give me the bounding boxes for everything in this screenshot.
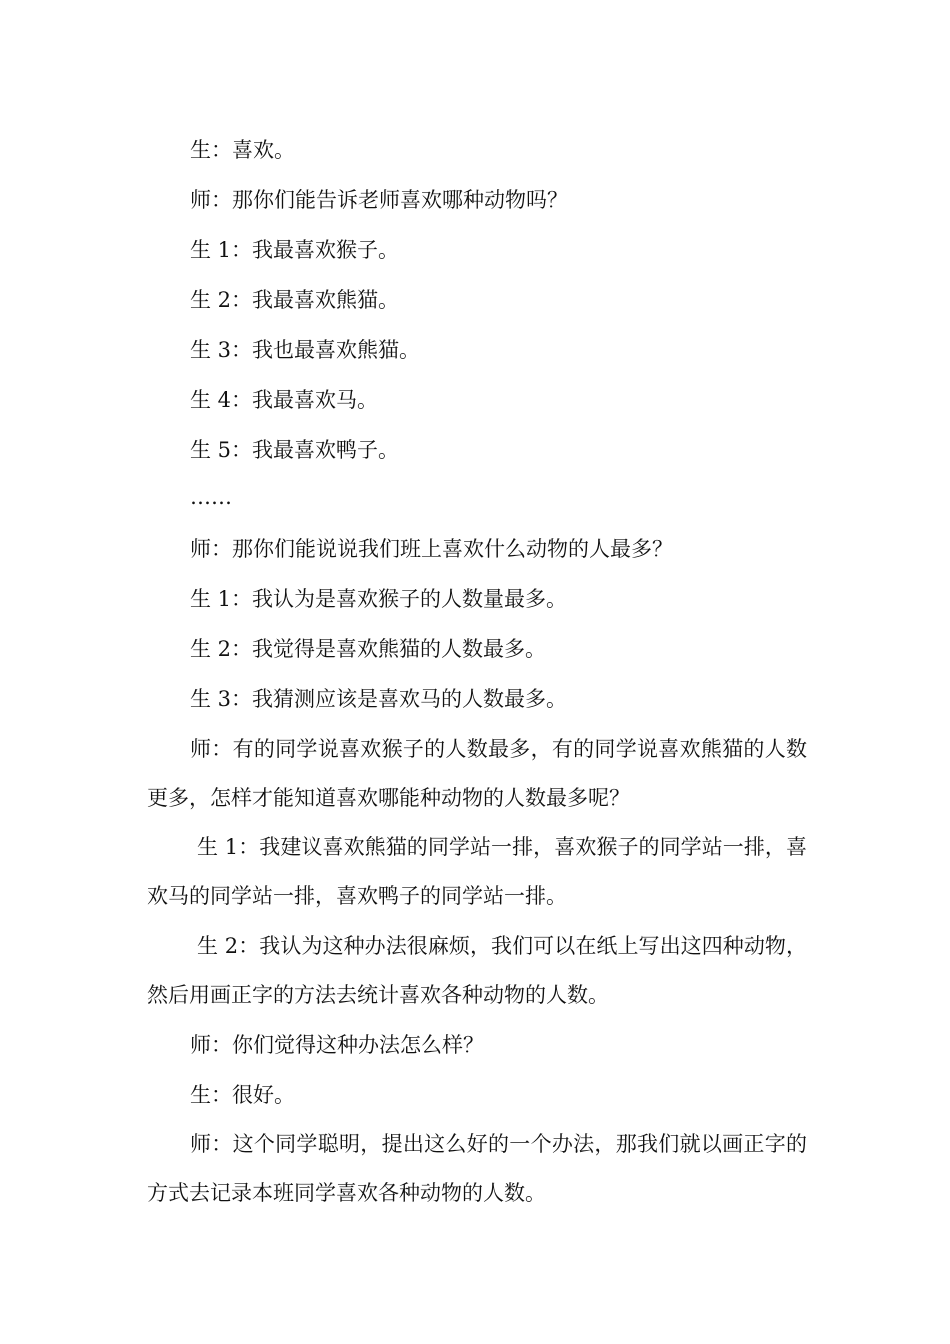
paragraph: 生：喜欢。 bbox=[190, 138, 295, 162]
ellipsis-line: …… bbox=[190, 485, 232, 509]
paragraph: 生 3：我猜测应该是喜欢马的人数最多。 bbox=[190, 687, 568, 711]
paragraph: 师：这个同学聪明，提出这么好的一个办法，那我们就以画正字的方式去记录本班同学喜欢各种动物的人数。 bbox=[147, 1132, 807, 1205]
paragraph: 生 4：我最喜欢马。 bbox=[190, 388, 379, 412]
paragraph: 师：有的同学说喜欢猴子的人数最多，有的同学说喜欢熊猫的人数更多，怎样才能知道喜欢哪能种动物的人数最多呢？ bbox=[147, 737, 807, 810]
paragraph: 生 5：我最喜欢鸭子。 bbox=[190, 438, 400, 462]
paragraph: 生 2：我觉得是喜欢熊猫的人数最多。 bbox=[190, 637, 547, 661]
paragraph: 生 2：我最喜欢熊猫。 bbox=[190, 288, 400, 312]
paragraph: 生 1：我认为是喜欢猴子的人数量最多。 bbox=[190, 587, 568, 611]
paragraph: 生 1：我最喜欢猴子。 bbox=[190, 238, 400, 262]
paragraph: 生 3：我也最喜欢熊猫。 bbox=[190, 338, 421, 362]
paragraph: 生 1：我建议喜欢熊猫的同学站一排，喜欢猴子的同学站一排，喜欢马的同学站一排，喜欢鸭子的同学站一排。 bbox=[147, 835, 807, 908]
paragraph: 师：那你们能说说我们班上喜欢什么动物的人最多？ bbox=[190, 537, 673, 561]
paragraph: 生：很好。 bbox=[190, 1083, 295, 1107]
paragraph: 生 2：我认为这种办法很麻烦，我们可以在纸上写出这四种动物，然后用画正字的方法去统计喜欢各种动物的人数。 bbox=[147, 934, 807, 1007]
paragraph: 师：那你们能告诉老师喜欢哪种动物吗？ bbox=[190, 188, 568, 212]
paragraph: 师：你们觉得这种办法怎么样？ bbox=[190, 1033, 484, 1057]
